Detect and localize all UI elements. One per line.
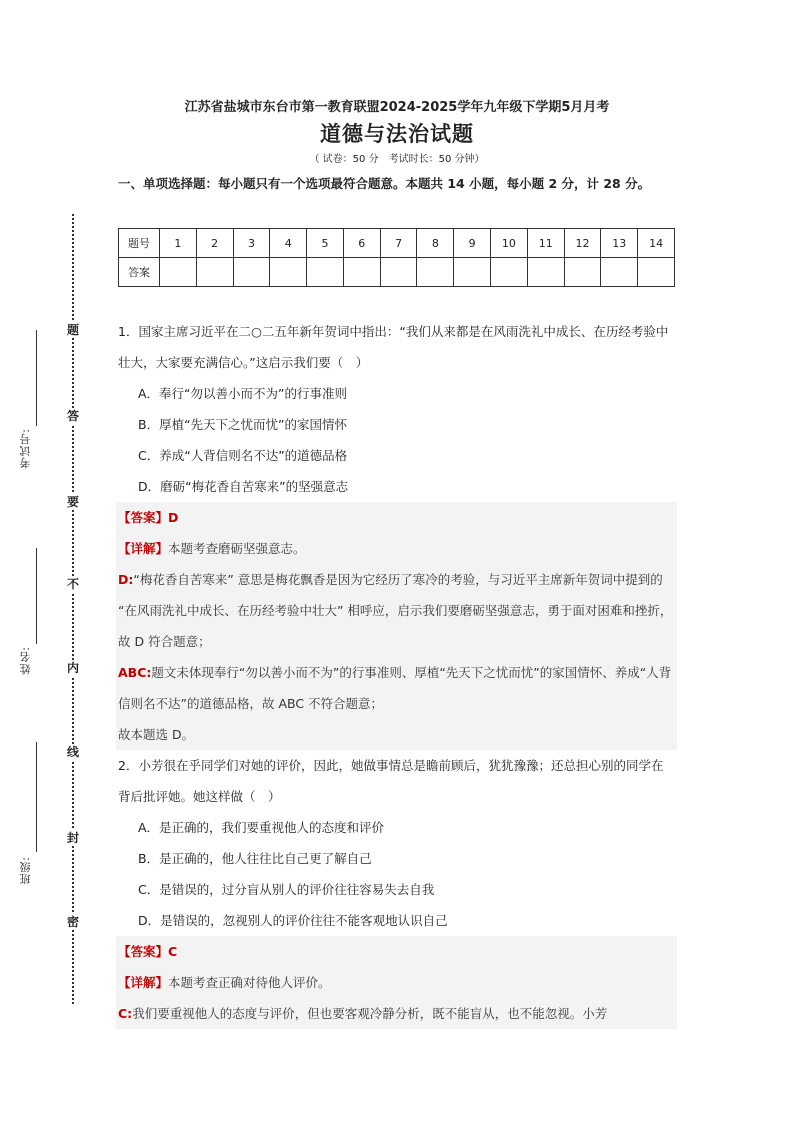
answer-cell[interactable] (601, 258, 638, 287)
conclusion-line: 故本题选 D。 (118, 727, 195, 742)
answer-line (118, 502, 675, 533)
question-number-cell: 8 (417, 229, 454, 258)
detail-label: 【详解】 (118, 975, 169, 990)
question-number-cell: 10 (491, 229, 528, 258)
analysis-key: ABC: (118, 665, 152, 680)
section-heading: 一、单项选择题：每小题只有一个选项最符合题意。本题共 14 小题，每小题 2 分，计 28 分。 (118, 176, 651, 191)
analysis-text: 我们要重视他人的态度与评价，但也要客观冷静分析，既不能盲从，也不能忽视。小芳 (132, 1006, 608, 1021)
analysis-line (118, 657, 675, 719)
questions (118, 316, 675, 1029)
detail-label: 【详解】 (118, 541, 169, 556)
seal-char: 题 (64, 322, 82, 338)
question-number-cell: 2 (196, 229, 233, 258)
option-b: B．厚植“先天下之忧而忧”的家国情怀 (138, 417, 348, 432)
seal-char: 密 (64, 914, 82, 930)
answer-cell[interactable] (380, 258, 417, 287)
analysis-text: 题文未体现奉行“勿以善小而不为”的行事准则、厚植“先天下之忧而忧”的家国情怀、养成“人背信则名不达”的道德品格，故 ABC 不符合题意； (118, 665, 672, 711)
answer-cell[interactable] (564, 258, 601, 287)
detail-text: 本题考查磨砺坚强意志。 (168, 541, 306, 556)
question-number-cell: 13 (601, 229, 638, 258)
question-number-cell: 1 (160, 229, 197, 258)
analysis-key: D: (118, 572, 134, 587)
option-c: C．是错误的，过分盲从别人的评价往往容易失去自我 (138, 882, 435, 897)
question-number-cell: 3 (233, 229, 270, 258)
answer-cell[interactable] (160, 258, 197, 287)
seal-char: 要 (64, 494, 82, 510)
question-number-cell: 14 (638, 229, 675, 258)
name-label: 姓名: (19, 646, 32, 675)
question-number-cell: 9 (454, 229, 491, 258)
answer-explanation (116, 502, 677, 750)
question-number-cell: 4 (270, 229, 307, 258)
answer-explanation (116, 936, 677, 1029)
question-number-cell: 11 (527, 229, 564, 258)
exam-number-line (36, 330, 37, 426)
class-line (36, 742, 37, 852)
name-line (36, 548, 37, 644)
answer-cell[interactable] (491, 258, 528, 287)
answer-cell[interactable] (307, 258, 344, 287)
answer-cell[interactable] (454, 258, 491, 287)
answer-value: D (168, 510, 179, 525)
exam-info: （ 试卷：50 分 考试时长：50 分钟） (309, 154, 485, 165)
question-number-cell: 5 (307, 229, 344, 258)
seal-char: 不 (64, 576, 82, 592)
analysis-text: “梅花香自苦寒来” 意思是梅花飘香是因为它经历了寒冷的考验，与习近平主席新年贺词中提到的 “在风雨洗礼中成长、在历经考验中壮大” 相呼应，启示我们要磨砺坚强意志，勇于面对困难和挫折，故 D 符合题意； (118, 572, 673, 649)
option-d: D．磨砺“梅花香自苦寒来”的坚强意志 (138, 479, 349, 494)
question-number-cell: 12 (564, 229, 601, 258)
answer-line (118, 936, 675, 967)
answer-cell[interactable] (233, 258, 270, 287)
detail-line (118, 533, 675, 564)
answer-header: 答案 (119, 258, 160, 287)
question-number-cell: 6 (343, 229, 380, 258)
answer-cell[interactable] (638, 258, 675, 287)
exam-title: 道德与法治试题 (320, 121, 474, 146)
option-a: A．奉行“勿以善小而不为”的行事准则 (138, 386, 348, 401)
answer-grid (118, 228, 675, 287)
seal-char: 答 (64, 408, 82, 424)
question-number-header: 题号 (119, 229, 160, 258)
question-stem: 2．小芳很在乎同学们对她的评价，因此，她做事情总是瞻前顾后，犹犹豫豫；还总担心别的同学在背后批评她。她这样做（ ） (118, 758, 664, 804)
option-a: A．是正确的，我们要重视他人的态度和评价 (138, 820, 385, 835)
option-d: D．是错误的，忽视别人的评价往往不能客观地认识自己 (138, 913, 448, 928)
answer-cell[interactable] (270, 258, 307, 287)
seal-char: 封 (64, 830, 82, 846)
analysis-line (118, 998, 675, 1029)
detail-line (118, 967, 675, 998)
seal-char: 内 (64, 660, 82, 676)
answer-label: 【答案】 (118, 510, 169, 525)
answer-cell[interactable] (196, 258, 233, 287)
exam-number-field (18, 428, 34, 469)
question-number-cell: 7 (380, 229, 417, 258)
question-1 (118, 316, 675, 750)
analysis-line (118, 564, 675, 657)
analysis-key: C: (118, 1006, 133, 1021)
answer-grid-answer-row (119, 258, 675, 287)
exam-header-line: 江苏省盐城市东台市第一教育联盟2024-2025学年九年级下学期5月月考 (184, 100, 610, 115)
answer-grid-number-row (119, 229, 675, 258)
answer-cell[interactable] (343, 258, 380, 287)
option-b: B．是正确的，他人往往比自己更了解自己 (138, 851, 372, 866)
detail-text: 本题考查正确对待他人评价。 (168, 975, 331, 990)
question-2 (118, 750, 675, 1029)
answer-cell[interactable] (417, 258, 454, 287)
name-field (18, 646, 34, 675)
question-stem: 1．国家主席习近平在二○二五年新年贺词中指出：“我们从来都是在风雨洗礼中成长、在历经考验中壮大，大家要充满信心。”这启示我们要（ ） (118, 324, 669, 370)
exam-number-label: 考试号: (19, 428, 32, 469)
class-label: 班级: (19, 856, 32, 885)
seal-char: 线 (64, 744, 82, 760)
class-field (18, 856, 34, 885)
answer-cell[interactable] (527, 258, 564, 287)
option-c: C．养成“人背信则名不达”的道德品格 (138, 448, 348, 463)
answer-value: C (168, 944, 178, 959)
answer-label: 【答案】 (118, 944, 169, 959)
